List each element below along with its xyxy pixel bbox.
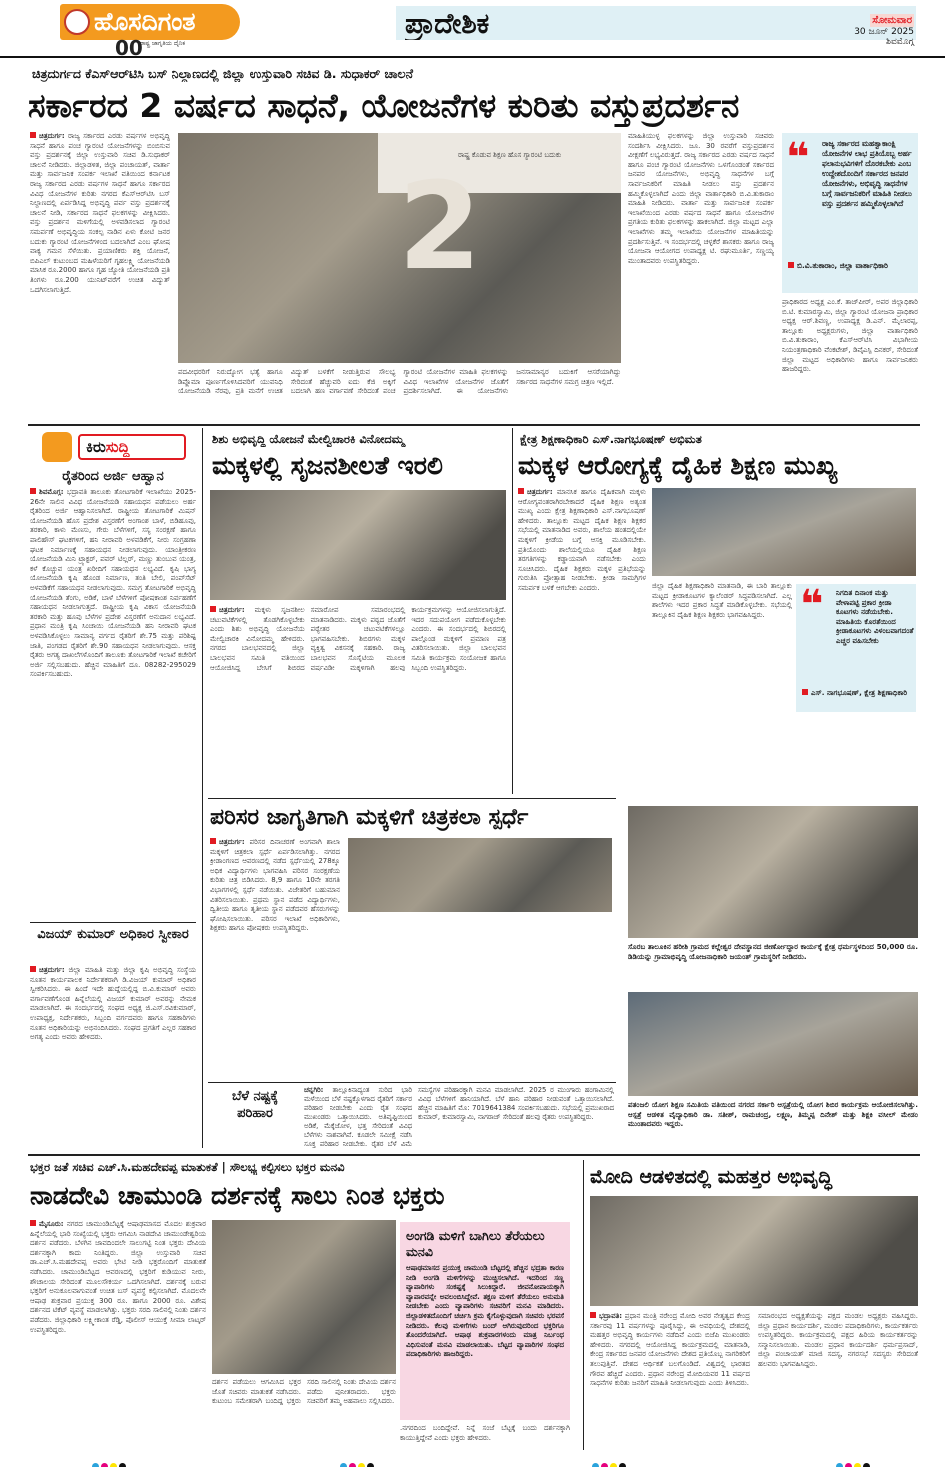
section-title: ಪ್ರಾದೇಶಿಕ: [405, 8, 490, 40]
story3-quote-by-text: ಎಸ್. ನಾಗಭೂಷಣ್, ಕ್ಷೇತ್ರ ಶಿಕ್ಷಣಾಧಿಕಾರಿ: [811, 688, 908, 697]
story7-headline: ಮೋದಿ ಆಡಳಿತದಲ್ಲಿ ಮಹತ್ತರ ಅಭಿವೃದ್ಧಿ: [590, 1166, 833, 1188]
story6-photo: [212, 1220, 396, 1374]
dateline-box: [796, 8, 914, 54]
story6-photo-caption: ದರ್ಶನ ಪಡೆಯಲು ಆಗಮಿಸಿದ ಭಕ್ತರ ಜೊತೆ ಸಚಿವರು ಮಾತುಕತೆ ನಡೆಸಿದರು. ಕುಟುಂಬ ಸಮೇತರಾಗಿ ಬಂದಿದ್ದ ಭಕ್ತರು ಸರದಿ ಸಾಲಿನಲ್ಲಿ ನಿಂತು ದೇವಿಯ ದರ್ಶನ ಪಡೆದು ಪುನೀತರಾದರು. ಭಕ್ತರು ಸಚಿವರಿಗೆ ತಮ್ಮ ಅಹವಾಲು ಸಲ್ಲಿಸಿದರು.: [212, 1378, 396, 1406]
register-dot: [358, 1463, 365, 1467]
register-dot: [349, 1463, 356, 1467]
story4-body: [210, 838, 340, 1076]
logo-text: ಹೊಸದಿಗಂತ: [94, 7, 196, 36]
kiru-item1-text: ಭದ್ರಾವತಿ ತಾಲೂಕು ತೋಟಗಾರಿಕೆ ಇಲಾಖೆಯು 2025-26ನೇ ಸಾಲಿನ ವಿವಿಧ ಯೋಜನೆಯಡಿ ಸಹಾಯಧನ ಪಡೆಯಲು ಅರ್ಹ ರೈತರಿಂದ ಅರ್ಜಿ ಆಹ್ವಾನಿಸಲಾಗಿದೆ. ರಾಷ್ಟ್ರೀಯ ತೋಟಗಾರಿಕೆ ಮಿಷನ್ ಯೋಜನೆಯಡಿ ಹೊಸ ಪ್ರದೇಶ ವಿಸ್ತರಣೆಗೆ ಅಂಗಾಂಶ ಬಾಳೆ, ಬಿಡಿಹೂವು, ತರಕಾರಿ, ಕಾಳು ಮೆಣಸು, ಗೇರು ಬೆಳೆಗಳಿಗೆ, ಸಸ್ಯ ಸಂರಕ್ಷಣೆ ಹಾಗೂ ಪಾಲಿಹೌಸ್ ಘಟಕಗಳಿಗೆ, ಹನಿ ನೀರಾವರಿ ಅಳವಡಿಕೆಗೆ, ನೀರು ಸಂಗ್ರಹಣಾ ಘಟಕ ನಿರ್ಮಾಣಕ್ಕೆ ಸಹಾಯಧನ ನೀಡಲಾಗುವುದು. ಯಾಂತ್ರೀಕರಣ ಯೋಜನೆಯಡಿ ಮಿನಿ ಟ್ರ್ಯಾಕ್ಟರ್, ಪವರ್ ಟಿಲ್ಲರ್, ಮಣ್ಣು ತುಂಬುವ ಯಂತ್ರ, ಕಳೆ ಕೊಚ್ಚುವ ಯಂತ್ರ ಖರೀದಿಗೆ ಸಹಾಯಧನ ಲಭ್ಯವಿದೆ. ಕೃಷಿ ಭಾಗ್ಯ ಯೋಜನೆಯಡಿ ಕೃಷಿ ಹೊಂಡ ನಿರ್ಮಾಣ, ತಂತಿ ಬೇಲಿ, ಪಂಪ್‌ಸೆಟ್ ಅಳವಡಿಕೆಗೆ ಸಹಾಯಧನ ನೀಡಲಾಗುವುದು. ಸಮಗ್ರ ತೋಟಗಾರಿಕೆ ಅಭಿವೃದ್ಧಿ ಯೋಜನೆಯಡಿ ತೆಂಗು, ಅಡಿಕೆ, ಬಾಳೆ ಬೆಳೆಗಳಿಗೆ ಪೋಷಕಾಂಶ ನಿರ್ವಹಣೆಗೆ ಸಹಾಯಧನ ನೀಡಲಾಗುತ್ತದೆ. ರಾಷ್ಟ್ರೀಯ ಕೃಷಿ ವಿಕಾಸ ಯೋಜನೆಯಡಿ ತರಕಾರಿ ಮತ್ತು ಹೂವು ಬೆಳೆಗಳ ಪ್ರದೇಶ ವಿಸ್ತರಣೆಗೆ ಅನುದಾನ ಲಭ್ಯವಿದೆ. ಪ್ರಧಾನ ಮಂತ್ರಿ ಕೃಷಿ ಸಿಂಚಾಯಿ ಯೋಜನೆಯಡಿ ಹನಿ ನೀರಾವರಿ ಘಟಕ ಅಳವಡಿಸಿಕೊಳ್ಳಲು ಸಾಮಾನ್ಯ ವರ್ಗದ ರೈತರಿಗೆ ಶೇ.75 ಮತ್ತು ಪರಿಶಿಷ್ಟ ಜಾತಿ, ಪಂಗಡದ ರೈತರಿಗೆ ಶೇ.90 ಸಹಾಯಧನ ನೀಡಲಾಗುವುದು. ಆಸಕ್ತ ರೈತರು ಅಗತ್ಯ ದಾಖಲೆಗಳೊಂದಿಗೆ ತಾಲೂಕು ತೋಟಗಾರಿಕೆ ಇಲಾಖೆ ಕಚೇರಿಗೆ ಅರ್ಜಿ ಸಲ್ಲಿಸಬಹುದು. ಹೆಚ್ಚಿನ ಮಾಹಿತಿಗೆ ದೂ. 08282-295029 ಸಂಪರ್ಕಿಸಬಹುದು.: [30, 488, 196, 679]
logo-tagline: ರಾಷ್ಟ್ರ ಜಾಗೃತಿಯ ದೈನಿಕ: [140, 40, 186, 47]
yoga-photo: [628, 992, 918, 1096]
lead-headline: ಸರ್ಕಾರದ 2 ವರ್ಷದ ಸಾಧನೆ, ಯೋಜನೆಗಳ ಕುರಿತು ವಸ್ತುಪ್ರದರ್ಶನ: [28, 86, 740, 125]
lead-col5: ಪ್ರಾಧಿಕಾರದ ಅಧ್ಯಕ್ಷ ಎಂ.ಕೆ. ತಾಜ್‌ಪೀರ್, ಅಪರ ಜಿಲ್ಲಾಧಿಕಾರಿ ಬಿ.ಟಿ. ಕುಮಾರಸ್ವಾಮಿ, ಜಿಲ್ಲಾ ಗ್ಯಾರಂಟಿ ಯೋಜನಾ ಪ್ರಾಧಿಕಾರ ಅಧ್ಯಕ್ಷ ಆರ್.ಶಿವಣ್ಣ, ಉಪಾಧ್ಯಕ್ಷ ಡಿ.ಎನ್. ಮೈಲಾರಪ್ಪ, ತಾಲ್ಲೂಕು ಅಧ್ಯಕ್ಷರುಗಳು, ಜಿಲ್ಲಾ ವಾರ್ತಾಧಿಕಾರಿ ಬಿ.ವಿ.ತುಕಾರಾಂ, ಕೆಎಸ್‌ಆರ್‌ಟಿಸಿ ವಿಭಾಗೀಯ ನಿಯಂತ್ರಣಾಧಿಕಾರಿ ವೆಂಕಟೇಶ್, ಡಿವೈಎಸ್ಪಿ ದಿನಕರ್, ಸೇರಿದಂತೆ ಜಿಲ್ಲಾ ಮಟ್ಟದ ಅಧಿಕಾರಿಗಳು ಹಾಗೂ ಸಾರ್ವಜನಿಕರು ಹಾಜರಿದ್ದರು.: [782, 298, 918, 374]
register-marks-left: [92, 1455, 128, 1467]
quote-icon: ❝: [786, 135, 810, 181]
date-label: 30 ಜೂನ್ 2025: [854, 27, 914, 37]
bullet-icon: [30, 132, 36, 138]
story6-box-title: ಅಂಗಡಿ ಮಳಿಗೆ ಬಾಗಿಲು ತೆರೆಯಲು ಮನವಿ: [406, 1228, 545, 1259]
story3-kicker: ಕ್ಷೇತ್ರ ಶಿಕ್ಷಣಾಧಿಕಾರಿ ಎಸ್.ನಾಗಭೂಷಣ್ ಅಭಿಮತ: [520, 432, 702, 446]
story2-photo: [210, 490, 506, 600]
story2-body: [210, 606, 506, 792]
register-dot: [592, 1463, 599, 1467]
story4-dateline: ಚಿತ್ರದುರ್ಗ:: [219, 838, 245, 846]
kirusuddi-label-suffix: ಸುದ್ದಿ: [105, 438, 130, 456]
lead-quote-by: [788, 261, 914, 271]
story6-body: [30, 1220, 206, 1448]
story7-dateline: ಭದ್ರಾವತಿ:: [599, 1312, 623, 1320]
lead-quote-by-text: ಬಿ.ವಿ.ತುಕಾರಾಂ, ಜಿಲ್ಲಾ ವಾರ್ತಾಧಿಕಾರಿ: [797, 261, 888, 270]
register-dot: [367, 1463, 374, 1467]
story4-body2: [348, 916, 612, 1076]
story3-quote: ನಿಗದಿತ ದಿನಾಂಕ ಮತ್ತು ವೇಳಾಪಟ್ಟಿ ಪ್ರಕಾರ ಕ್ರೀಡಾ ಕೂಟಗಳು ನಡೆಯಬೇಕು. ಮಾಹಿತಿಯ ಕೊರತೆಯಿಂದ ಕ್ರೀಡಾಕೂಟಗಳು ವಿಳಂಬವಾಗದಂತೆ ಎಚ್ಚರ ವಹಿಸಬೇಕು: [836, 588, 914, 645]
register-dot: [863, 1463, 870, 1467]
divider: [202, 428, 203, 1148]
lead-col4: ಮಾಹಿತಿಯುಳ್ಳ ಫಲಕಗಳನ್ನು ಜಿಲ್ಲಾ ಉಸ್ತುವಾರಿ ಸಚಿವರು ಸಂದರ್ಶಿಸಿ ವೀಕ್ಷಿಸಿದರು. ಜೂ. 30 ರವರೆಗೆ ವಸ್ತುಪ್ರದರ್ಶನ ವೀಕ್ಷಣೆಗೆ ಲಭ್ಯವಿರುತ್ತದೆ. ರಾಜ್ಯ ಸರ್ಕಾರದ ಎರಡು ವರ್ಷದ ಸಾಧನೆ ಹಾಗೂ ಪಂಚ ಗ್ಯಾರಂಟಿ ಯೋಜನೆಗಳು ಒಳಗೊಂಡಂತೆ ಸರ್ಕಾರದ ಜನಪರ ಯೋಜನೆಗಳು, ಅಭಿವೃದ್ಧಿ ಸಾಧನೆಗಳ ಬಗ್ಗೆ ಸಾರ್ವಜನಿಕರಿಗೆ ಮಾಹಿತಿ ನೀಡಲು ವಸ್ತು ಪ್ರದರ್ಶನ ಹಮ್ಮಿಕೊಳ್ಳಲಾಗಿದೆ ಎಂದು ಜಿಲ್ಲಾ ವಾರ್ತಾಧಿಕಾರಿ ಬಿ.ವಿ.ತುಕಾರಾಂ ಮಾಹಿತಿ ನೀಡಿದರು. ವಾರ್ತಾ ಮತ್ತು ಸಾರ್ವಜನಿಕ ಸಂಪರ್ಕ ಇಲಾಖೆಯಿಂದ ಎರಡು ವರ್ಷದ ಸಾಧನೆ ಹಾಗೂ ಯೋಜನೆಗಳ ಪ್ರಗತಿಯ ಕುರಿತು ಫಲಕಗಳನ್ನು ಹಾಕಲಾಗಿದೆ. ಜಿಲ್ಲಾ ಮಟ್ಟದ ಎಲ್ಲಾ ಇಲಾಖೆಗಳು ತಮ್ಮ ಇಲಾಖೆಯ ಯೋಜನೆಗಳ ಮಾಹಿತಿಯನ್ನು ಪ್ರದರ್ಶಿಸುತ್ತಿವೆ. ಇ ಸಂದರ್ಭದಲ್ಲಿ ಚಳ್ಳಕೆರೆ ಶಾಸಕರು ಹಾಗೂ ರಾಜ್ಯ ಯೋಜನಾ ಆಯೋಗದ ಉಪಾಧ್ಯಕ್ಷ ಟಿ. ರಘುಮೂರ್ತಿ, ಸಣ್ಣಯ್ಯ ಮುಂತಾದವರು ಉಪಸ್ಥಿತರಿದ್ದರು.: [628, 132, 774, 265]
bullet-icon: [30, 966, 36, 972]
register-marks-right: [592, 1455, 628, 1467]
story7-photo: [590, 1196, 918, 1306]
story5-headline-line2: ಪರಿಹಾರ: [237, 1106, 273, 1121]
bullet-icon: [788, 262, 794, 268]
lead-quote-box: [782, 133, 918, 293]
masthead: [0, 0, 945, 58]
story5-headline-line1: ಬೆಳೆ ನಷ್ಟಕ್ಕೆ: [231, 1089, 279, 1104]
register-dot: [854, 1463, 861, 1467]
story6-headline: ನಾಡದೇವಿ ಚಾಮುಂಡಿ ದರ್ಶನಕ್ಕೆ ಸಾಲು ನಿಂತ ಭಕ್ತರು: [30, 1181, 445, 1210]
yoga-caption: ಪತಂಜಲಿ ಯೋಗ ಶಿಕ್ಷಣ ಸಮಿತಿಯ ವತಿಯಿಂದ ನಗರದ ಸರ್ಕಾರಿ ಆಸ್ಪತ್ರೆಯಲ್ಲಿ ಯೋಗ ಶಿಬಿರ ಕಾರ್ಯಕ್ರಮ ಆಯೋಜಿಸಲಾಗಿತ್ತು. ಆಸ್ಪತ್ರೆ ಆಡಳಿತ ವೈದ್ಯಾಧಿಕಾರಿ ಡಾ. ಸತೀಶ್, ರಾಮಚಂದ್ರ, ಲಕ್ಷ್ಮಣ, ತಿಮ್ಮಪ್ಪ ದಿನೇಶ್ ಮತ್ತು ಶಿಕ್ಷಕಿ ವಸೀಲ್ ಮೇಡಂ ಮುಂತಾದವರು ಇದ್ದರು.: [628, 1100, 918, 1128]
story3-photo: [652, 488, 916, 576]
bullet-icon: [210, 838, 216, 844]
story4-photo: [348, 838, 612, 912]
lead-quote: ರಾಜ್ಯ ಸರ್ಕಾರದ ಮಹತ್ವಾಕಾಂಕ್ಷಿ ಯೋಜನೆಗಳ ಲಾಭ ಪ್ರತಿಯೊಬ್ಬ ಅರ್ಹ ಫಲಾನುಭವಿಗಳಿಗೆ ದೊರಕಬೇಕು ಎಂಬ ಉದ್ದೇಶದೊಂದಿಗೆ ಸರ್ಕಾರದ ಜನಪರ ಯೋಜನೆಗಳು, ಅಭಿವೃದ್ಧಿ ಸಾಧನೆಗಳ ಬಗ್ಗೆ ಸಾರ್ವಜನಿಕರಿಗೆ ಮಾಹಿತಿ ನೀಡಲು ವಸ್ತು ಪ್ರದರ್ಶನ ಹಮ್ಮಿಕೊಳ್ಳಲಾಗಿದೆ: [822, 139, 912, 208]
page-number: 00: [115, 36, 143, 60]
kiru-item1-dateline: ಶಿವಮೊಗ್ಗ:: [39, 488, 64, 496]
register-dot: [101, 1463, 108, 1467]
story3-body2: ಜಿಲ್ಲಾ ದೈಹಿಕ ಶಿಕ್ಷಣಾಧಿಕಾರಿ ಮಾತನಾಡಿ, ಈ ಬಾರಿ ತಾಲ್ಲೂಕು ಮಟ್ಟದ ಕ್ರೀಡಾಕೂಟಗಳ ಕ್ಯಾಲೆಂಡರ್ ಸಿದ್ಧಪಡಿಸಲಾಗಿದೆ. ಎಲ್ಲ ಶಾಲೆಗಳು ಇದರ ಪ್ರಕಾರ ಸಿದ್ಧತೆ ಮಾಡಿಕೊಳ್ಳಬೇಕು. ಸಭೆಯಲ್ಲಿ ತಾಲ್ಲೂಕಿನ ದೈಹಿಕ ಶಿಕ್ಷಣ ಶಿಕ್ಷಕರು ಭಾಗವಹಿಸಿದ್ದರು.: [652, 582, 792, 619]
story7-text: ಪ್ರಧಾನ ಮಂತ್ರಿ ನರೇಂದ್ರ ಮೋದಿ ಅವರ ನೇತೃತ್ವದ ಕೇಂದ್ರ ಸರ್ಕಾರವು 11 ವರ್ಷಗಳನ್ನು ಪೂರೈಸಿದ್ದು, ಈ ಅವಧಿಯಲ್ಲಿ ದೇಶದಲ್ಲಿ ಮಹತ್ತರ ಅಭಿವೃದ್ಧಿ ಕಾರ್ಯಗಳು ನಡೆದಿವೆ ಎಂದು ಬಿಜೆಪಿ ಮುಖಂಡರು ಹೇಳಿದರು. ನಗರದಲ್ಲಿ ಆಯೋಜಿಸಿದ್ದ ಕಾರ್ಯಕ್ರಮದಲ್ಲಿ ಮಾತನಾಡಿ, ಕೇಂದ್ರ ಸರ್ಕಾರದ ಜನಪರ ಯೋಜನೆಗಳು ದೇಶದ ಪ್ರತಿಯೊಬ್ಬ ನಾಗರಿಕರಿಗೆ ತಲುಪುತ್ತಿವೆ. ದೇಶದ ಆರ್ಥಿಕತೆ ಬಲಗೊಂಡಿದೆ. ವಿಶ್ವದಲ್ಲಿ ಭಾರತದ ಗೌರವ ಹೆಚ್ಚಿದೆ ಎಂದರು. ಪ್ರಧಾನ ನರೇಂದ್ರ ಮೋದಿಯವರ 11 ವರ್ಷದ ಸಾಧನೆಗಳ ಕುರಿತು ಜನರಿಗೆ ಮಾಹಿತಿ ನೀಡಲಾಗುವುದು ಎಂದು ತಿಳಿಸಿದರು.: [590, 1312, 750, 1388]
story6-box: [400, 1222, 570, 1420]
bullet-icon: [210, 606, 216, 612]
story3-dateline: ಚಿತ್ರದುರ್ಗ:: [527, 488, 553, 496]
kiru-item1-title: ರೈತರಿಂದ ಅರ್ಜಿ ಆಹ್ವಾನ: [62, 469, 164, 484]
story6-box-body: ಆಷಾಢಮಾಸದ ಪ್ರಯುಕ್ತ ಚಾಮುಂಡಿ ಬೆಟ್ಟದಲ್ಲಿ ಹೆಚ್ಚಿನ ಭದ್ರತಾ ಕಾರಣ ನೀಡಿ ಅಂಗಡಿ ಮಳಿಗೆಗಳನ್ನು ಮುಚ್ಚಿಸಲಾಗಿದೆ. ಇದರಿಂದ ಸಣ್ಣ ವ್ಯಾಪಾರಿಗಳು ಸಂಕಷ್ಟಕ್ಕೆ ಸಿಲುಕಿದ್ದಾರೆ. ಜೀವನೋಪಾಯಕ್ಕಾಗಿ ವ್ಯಾಪಾರವನ್ನೇ ಅವಲಂಬಿಸಿದ್ದೇವೆ. ತಕ್ಷಣ ಮಳಿಗೆ ತೆರೆಯಲು ಅನುಮತಿ ನೀಡಬೇಕು ಎಂದು ವ್ಯಾಪಾರಿಗಳು ಸಚಿವರಿಗೆ ಮನವಿ ಮಾಡಿದರು. ಜಿಲ್ಲಾಡಳಿತದೊಂದಿಗೆ ಚರ್ಚಿಸಿ ಕ್ರಮ ಕೈಗೊಳ್ಳುವುದಾಗಿ ಸಚಿವರು ಭರವಸೆ ನೀಡಿದರು. ಕೆಲವು ಮಳಿಗೆಗಳು ಬಂದ್ ಆಗಿರುವುದರಿಂದ ಭಕ್ತರಿಗೂ ತೊಂದರೆಯಾಗಿದೆ. ಆಷಾಢ ಶುಕ್ರವಾರಗಳಂದು ಮಾತ್ರ ನಿರ್ಬಂಧ ವಿಧಿಸುವಂತೆ ಮನವಿ ಮಾಡಲಾಯಿತು. ಬೆಟ್ಟದ ವ್ಯಾಪಾರಿಗಳ ಸಂಘದ ಪದಾಧಿಕಾರಿಗಳು ಹಾಜರಿದ್ದರು.: [406, 1264, 564, 1359]
story5-body2: ಸಮಸ್ಯೆಗಳ ಪರಿಹಾರಕ್ಕಾಗಿ ಮನವಿ ಮಾಡಲಾಗಿದೆ. 2025 ರ ಮುಂಗಾರು ಹಂಗಾಮಿನಲ್ಲಿ ವಿವಿಧ ಬೆಳೆಗಳಿಗೆ ಹಾನಿಯಾಗಿದೆ. ಬೆಳೆ ಹಾನಿ ಪರಿಹಾರ ನೀಡುವಂತೆ ಒತ್ತಾಯಿಸಲಾಗಿದೆ. ಹೆಚ್ಚಿನ ಮಾಹಿತಿಗೆ ಮೊ: 7019641384 ಸಂಪರ್ಕಿಸಬಹುದು. ಸಭೆಯಲ್ಲಿ ಪ್ರಮುಖರಾದ ಕುಮಾರ್, ಕುಮಾರಸ್ವಾಮಿ, ನಾಗರಾಜ್ ಸೇರಿದಂತೆ ಹಲವು ರೈತರು ಉಪಸ್ಥಿತರಿದ್ದರು.: [418, 1086, 614, 1121]
divider: [208, 1082, 616, 1083]
register-dot: [601, 1463, 608, 1467]
story3-quote-by: [802, 688, 912, 698]
story3-body: [518, 488, 646, 794]
register-marks-far-right: [836, 1455, 872, 1467]
lead-photo-caption: ರಾಷ್ಟ್ರ ಕೊಡುವ ಶಿಕ್ಷಣ ಹೊಸ ಗ್ಯಾರಂಟಿ ಬದುಕು: [458, 151, 562, 159]
lead-photo-digit: 2: [398, 158, 482, 297]
lead-col1: [30, 132, 170, 418]
register-dot: [836, 1463, 843, 1467]
register-dot: [110, 1463, 117, 1467]
kirusuddi-label-prefix: ಕಿರು: [86, 438, 106, 456]
story4-headline: ಪರಿಸರ ಜಾಗೃತಿಗಾಗಿ ಮಕ್ಕಳಿಗೆ ಚಿತ್ರಕಲಾ ಸ್ಪರ್ಧೆ: [210, 805, 529, 830]
register-dot: [340, 1463, 347, 1467]
story7-body: [590, 1312, 750, 1448]
lead-below-photo: ಪದವೀಧರರಿಗೆ ನಿರುದ್ಯೋಗ ಭತ್ಯೆ ಹಾಗೂ ಡಿಪ್ಲೊಮಾ ಪೂರ್ಣಗೊಳಿಸಿದವರಿಗೆ ಯುವನಿಧಿ ಯೋಜನೆಯಡಿ ನೆರವು, ಪ್ರತಿ ಮನೆಗೆ ಉಚಿತ ವಿದ್ಯುತ್ ಬಳಕೆಗೆ ನೀಡುತ್ತಿರುವ ಸೌಲಭ್ಯ ಸೇರಿದಂತೆ ಹೆಚ್ಚುವರಿ ಐದು ಕೆಜಿ ಅಕ್ಕಿಗೆ ಬದಲಾಗಿ ಹಣ ವರ್ಗಾವಣೆ ಸೇರಿದಂತೆ ಪಂಚ ಗ್ಯಾರಂಟಿ ಯೋಜನೆಗಳ ಮಾಹಿತಿ ಫಲಕಗಳನ್ನು ವಿವಿಧ ಇಲಾಖೆಗಳ ಯೋಜನೆಗಳ ಜೊತೆಗೆ ಪ್ರದರ್ಶಿಸಲಾಗಿದೆ. ಈ ಯೋಜನೆಗಳು ಜನಸಾಮಾನ್ಯರ ಬದುಕಿಗೆ ಆಸರೆಯಾಗಿದ್ದು ಸರ್ಕಾರದ ಸಾಧನೆಗಳ ಸಮಗ್ರ ಚಿತ್ರಣ ಇಲ್ಲಿದೆ.: [178, 368, 621, 396]
story6-kicker: ಭಕ್ತರ ಜತೆ ಸಚಿವ ಎಚ್.ಸಿ.ಮಹದೇವಪ್ಪ ಮಾತುಕತೆ | ಸೌಲಭ್ಯ ಕಲ್ಪಿಸಲು ಭಕ್ತರ ಮನವಿ: [30, 1160, 345, 1174]
kiru-item2-text: ಜಿಲ್ಲಾ ಮಾಹಿತಿ ಮತ್ತು ಜಿಲ್ಲಾ ಕೃಷಿ ಅಭಿವೃದ್ಧಿ ಸಂಸ್ಥೆಯ ನೂತನ ಕಾರ್ಯಪಾಲಕ ನಿರ್ದೇಶಕರಾಗಿ ಡಿ.ವಿಜಯ್ ಕುಮಾರ್ ಅಧಿಕಾರ ಸ್ವೀಕರಿಸಿದರು. ಈ ಹಿಂದೆ ಇದೇ ಹುದ್ದೆಯಲ್ಲಿದ್ದ ಬಿ.ವಿ.ಕುಮಾರ್ ಅವರು ವರ್ಗಾವಣೆಗೊಂಡ ಹಿನ್ನೆಲೆಯಲ್ಲಿ ವಿಜಯ್ ಕುಮಾರ್ ಅವರನ್ನು ನೇಮಕ ಮಾಡಲಾಗಿದೆ. ಈ ಸಂದರ್ಭದಲ್ಲಿ ಸಂಘದ ಅಧ್ಯಕ್ಷ ಜಿ.ಎಸ್.ರವಿಕುಮಾರ್, ಉಪಾಧ್ಯಕ್ಷ, ನಿರ್ದೇಶಕರು, ಸಿಬ್ಬಂದಿ ವರ್ಗದವರು ಹಾಗೂ ಸಹಕಾರಿಗಳು ನೂತನ ಅಧಿಕಾರಿಯನ್ನು ಅಭಿನಂದಿಸಿದರು. ಸಂಘದ ಪ್ರಗತಿಗೆ ಎಲ್ಲರ ಸಹಕಾರ ಅಗತ್ಯ ಎಂದು ಅವರು ಹೇಳಿದರು.: [30, 966, 196, 1042]
story6-text: ನಗರದ ಚಾಮುಂಡಿಬೆಟ್ಟಕ್ಕೆ ಆಷಾಢಮಾಸದ ಮೊದಲ ಶುಕ್ರವಾರ ಹಿನ್ನೆಲೆಯಲ್ಲಿ ಭಾರಿ ಸಂಖ್ಯೆಯಲ್ಲಿ ಭಕ್ತರು ಆಗಮಿಸಿ ನಾಡದೇವಿ ಚಾಮುಂಡೇಶ್ವರಿಯ ದರ್ಶನ ಪಡೆದರು. ಬೆಳಗಿನ ಜಾವದಿಂದಲೇ ಸಾಲುಗಟ್ಟಿ ನಿಂತ ಭಕ್ತರು ದೇವಿಯ ದರ್ಶನಕ್ಕಾಗಿ ಕಾದು ನಿಂತಿದ್ದರು. ಜಿಲ್ಲಾ ಉಸ್ತುವಾರಿ ಸಚಿವ ಡಾ.ಎಚ್.ಸಿ.ಮಹದೇವಪ್ಪ ಅವರು ಭೇಟಿ ನೀಡಿ ಭಕ್ತರೊಂದಿಗೆ ಮಾತುಕತೆ ನಡೆಸಿದರು. ಚಾಮುಂಡಿಬೆಟ್ಟದ ಆವರಣದಲ್ಲಿ ಭಕ್ತರಿಗೆ ಕುಡಿಯುವ ನೀರು, ಶೌಚಾಲಯ ಸೇರಿದಂತೆ ಮೂಲಸೌಕರ್ಯ ಒದಗಿಸಲಾಗಿದೆ. ದರ್ಶನಕ್ಕೆ ಬರುವ ಭಕ್ತರಿಗೆ ಅನುಕೂಲವಾಗುವಂತೆ ಉಚಿತ ಬಸ್ ವ್ಯವಸ್ಥೆ ಕಲ್ಪಿಸಲಾಗಿದೆ. ಮೊದಲನೇ ಆಷಾಢ ಶುಕ್ರವಾರ ಪ್ರಯುಕ್ತ 300 ರೂ. ಹಾಗೂ 2000 ರೂ. ವಿಶೇಷ ದರ್ಶನದ ಟಿಕೆಟ್ ವ್ಯವಸ್ಥೆ ಮಾಡಲಾಗಿತ್ತು. ಭಕ್ತರು ಸರದಿ ಸಾಲಿನಲ್ಲಿ ನಿಂತು ದರ್ಶನ ಪಡೆದರು. ಜಿಲ್ಲಾಧಿಕಾರಿ ಲಕ್ಷ್ಮೀಕಾಂತ ರೆಡ್ಡಿ, ಪೊಲೀಸ್ ಆಯುಕ್ತೆ ಸೀಮಾ ಲಾಟ್ಕರ್ ಉಪಸ್ಥಿತರಿದ್ದರು.: [30, 1220, 206, 1334]
bullet-icon: [590, 1312, 596, 1318]
story3-headline: ಮಕ್ಕಳ ಆರೋಗ್ಯಕ್ಕೆ ದೈಹಿಕ ಶಿಕ್ಷಣ ಮುಖ್ಯ: [518, 451, 838, 480]
lamp-icon: [64, 9, 90, 35]
kiru-item2-body: [30, 966, 196, 1144]
register-dot: [845, 1463, 852, 1467]
divider: [28, 1154, 920, 1156]
divider: [512, 428, 513, 794]
bullet-icon: [802, 689, 808, 695]
story2-headline: ಮಕ್ಕಳಲ್ಲಿ ಸೃಜನಶೀಲತೆ ಇರಲಿ: [212, 451, 443, 480]
masthead-logo: [60, 4, 240, 40]
grama-photo: [628, 806, 918, 938]
story7-body2: ಸಮಾರಂಭದ ಅಧ್ಯಕ್ಷತೆಯನ್ನು ಪಕ್ಷದ ಮಂಡಲ ಅಧ್ಯಕ್ಷರು ವಹಿಸಿದ್ದರು. ಜಿಲ್ಲಾ ಪ್ರಧಾನ ಕಾರ್ಯದರ್ಶಿ, ಮಂಡಲ ಪದಾಧಿಕಾರಿಗಳು, ಕಾರ್ಯಕರ್ತರು ಉಪಸ್ಥಿತರಿದ್ದರು. ಕಾರ್ಯಕ್ರಮದಲ್ಲಿ ಪಕ್ಷದ ಹಿರಿಯ ಕಾರ್ಯಕರ್ತರನ್ನು ಸನ್ಮಾನಿಸಲಾಯಿತು. ಮಂಡಲ ಪ್ರಧಾನ ಕಾರ್ಯದರ್ಶಿ ಧರ್ಮಪ್ರಸಾದ್, ಜಿಲ್ಲಾ ಪಂಚಾಯತ್ ಮಾಜಿ ಸದಸ್ಯ, ನಗರಸಭೆ ಸದಸ್ಯರು ಸೇರಿದಂತೆ ಹಲವರು ಭಾಗವಹಿಸಿದ್ದರು.: [758, 1312, 918, 1368]
register-dot: [119, 1463, 126, 1467]
story4-text: ಪರಿಸರ ದಿನಾಚರಣೆ ಅಂಗವಾಗಿ ಶಾಲಾ ಮಕ್ಕಳಿಗೆ ಚಿತ್ರಕಲಾ ಸ್ಪರ್ಧೆ ಏರ್ಪಡಿಸಲಾಗಿತ್ತು. ನಗರದ ಕ್ರೀಡಾಂಗಣದ ಆವರಣದಲ್ಲಿ ನಡೆದ ಸ್ಪರ್ಧೆಯಲ್ಲಿ 278ಕ್ಕೂ ಅಧಿಕ ವಿದ್ಯಾರ್ಥಿಗಳು ಭಾಗವಹಿಸಿ ಪರಿಸರ ಸಂರಕ್ಷಣೆಯ ಕುರಿತು ಚಿತ್ರ ಬಿಡಿಸಿದರು. 8,9 ಹಾಗೂ 10ನೇ ತರಗತಿ ವಿಭಾಗಗಳಲ್ಲಿ ಸ್ಪರ್ಧೆ ನಡೆಯಿತು. ವಿಜೇತರಿಗೆ ಬಹುಮಾನ ವಿತರಿಸಲಾಯಿತು. ಪ್ರಥಮ ಸ್ಥಾನ ಪಡೆದ ವಿದ್ಯಾರ್ಥಿಗಳು, ದ್ವಿತೀಯ ಹಾಗೂ ತೃತೀಯ ಸ್ಥಾನ ಪಡೆದವರ ಹೆಸರುಗಳನ್ನು ಘೋಷಿಸಲಾಯಿತು. ಪರಿಸರ ಇಲಾಖೆ ಅಧಿಕಾರಿಗಳು, ಶಿಕ್ಷಕರು ಹಾಗೂ ಪೋಷಕರು ಉಪಸ್ಥಿತರಿದ್ದರು.: [210, 838, 340, 933]
kiru-item1-body: [30, 488, 196, 918]
kirusuddi-header: [30, 430, 190, 464]
hand-icon: [42, 432, 72, 462]
story5-dateline: ಚನ್ನಗಿರಿ:: [304, 1086, 324, 1094]
story6-dateline: ಮೈಸೂರು:: [39, 1220, 64, 1228]
lead-photo: [178, 133, 621, 363]
quote-icon: ❝: [800, 582, 824, 628]
kiru-item2-dateline: ಚಿತ್ರದುರ್ಗ:: [39, 966, 65, 974]
register-dot: [92, 1463, 99, 1467]
story2-kicker: ಶಿಶು ಅಭಿವೃದ್ಧಿ ಯೋಜನೆ ಮೇಲ್ವಿಚಾರಕಿ ವಿನೋದಮ್ಮ: [212, 432, 405, 446]
story5-text: ತಾಲ್ಲೂಕಿನಾದ್ಯಂತ ಸುರಿದ ಭಾರಿ ಮಳೆಯಿಂದ ಬೆಳೆ ನಷ್ಟಕ್ಕೊಳಗಾದ ರೈತರಿಗೆ ಸರ್ಕಾರ ಪರಿಹಾರ ನೀಡಬೇಕು ಎಂದು ರೈತ ಸಂಘದ ಮುಖಂಡರು ಒತ್ತಾಯಿಸಿದರು. ಅತಿವೃಷ್ಟಿಯಿಂದ ಅಡಿಕೆ, ಮೆಕ್ಕೆಜೋಳ, ಭತ್ತ ಸೇರಿದಂತೆ ವಿವಿಧ ಬೆಳೆಗಳು ನಾಶವಾಗಿವೆ. ಕೂಡಲೇ ಸಮೀಕ್ಷೆ ನಡೆಸಿ ಸೂಕ್ತ ಪರಿಹಾರ ನೀಡಬೇಕು. ರೈತರ ಬೆಳೆ ವಿಮೆ: [304, 1086, 412, 1148]
day-label: ಸೋಮವಾರ: [872, 15, 912, 26]
lead-kicker: ಚಿತ್ರದುರ್ಗದ ಕೆಎಸ್‌ಆರ್‌ಟಿಸಿ ಬಸ್ ನಿಲ್ದಾಣದಲ್ಲಿ ಜಿಲ್ಲಾ ಉಸ್ತುವಾರಿ ಸಚಿವ ಡಿ. ಸುಧಾಕರ್ ಚಾಲನೆ: [32, 66, 414, 81]
kirusuddi-label: [86, 437, 130, 457]
register-dot: [610, 1463, 617, 1467]
bullet-icon: [518, 488, 524, 494]
story2-text: ಮಕ್ಕಳು ಸೃಜನಶೀಲ ಚಟುವಟಿಕೆಗಳಲ್ಲಿ ತೊಡಗಿಕೊಳ್ಳಬೇಕು ಎಂದು ಶಿಶು ಅಭಿವೃದ್ಧಿ ಯೋಜನೆಯ ಮೇಲ್ವಿಚಾರಕಿ ವಿನೋದಮ್ಮ ಹೇಳಿದರು. ನಗರದ ಬಾಲಭವನದಲ್ಲಿ ಜಿಲ್ಲಾ ಬಾಲಭವನ ಸಮಿತಿ ವತಿಯಿಂದ ಆಯೋಜಿಸಿದ್ದ ಬೇಸಿಗೆ ಶಿಬಿರದ ಸಮಾರೋಪ ಸಮಾರಂಭದಲ್ಲಿ ಮಾತನಾಡಿದರು. ಮಕ್ಕಳು ಪಠ್ಯದ ಜೊತೆಗೆ ಪಠ್ಯೇತರ ಚಟುವಟಿಕೆಗಳಲ್ಲೂ ಭಾಗವಹಿಸಬೇಕು. ಶಿಬಿರಗಳು ಮಕ್ಕಳ ವ್ಯಕ್ತಿತ್ವ ವಿಕಸನಕ್ಕೆ ಸಹಕಾರಿ. ರಾಜ್ಯ ಬಾಲಭವನ ಸೊಸೈಟಿಯ ಮೂಲಕ ವರ್ಷವಿಡೀ ಮಕ್ಕಳಿಗಾಗಿ ಹಲವು ಕಾರ್ಯಕ್ರಮಗಳನ್ನು ಆಯೋಜಿಸಲಾಗುತ್ತಿದೆ. ಇದರ ಸದುಪಯೋಗ ಪಡೆದುಕೊಳ್ಳಬೇಕು ಎಂದರು. ಈ ಸಂದರ್ಭದಲ್ಲಿ ಶಿಬಿರದಲ್ಲಿ ಪಾಲ್ಗೊಂಡ ಮಕ್ಕಳಿಗೆ ಪ್ರಮಾಣ ಪತ್ರ ವಿತರಿಸಲಾಯಿತು. ಜಿಲ್ಲಾ ಬಾಲಭವನ ಸಮಿತಿ ಕಾರ್ಯಕ್ರಮ ಸಂಯೋಜಕ ಹಾಗೂ ಸಿಬ್ಬಂದಿ ಉಪಸ್ಥಿತರಿದ್ದರು.: [210, 606, 506, 672]
bullet-icon: [30, 1220, 36, 1226]
kiru-item2-title: ವಿಜಯ್ ಕುಮಾರ್ ಅಧಿಕಾರ ಸ್ವೀಕಾರ: [37, 927, 189, 942]
story3-text: ಮಾನಸಿಕ ಹಾಗೂ ದೈಹಿಕವಾಗಿ ಮಕ್ಕಳು ಆರೋಗ್ಯವಂತರಾಗಿರಬೇಕಾದರೆ ದೈಹಿಕ ಶಿಕ್ಷಣ ಅತ್ಯಂತ ಮುಖ್ಯ ಎಂದು ಕ್ಷೇತ್ರ ಶಿಕ್ಷಣಾಧಿಕಾರಿ ಎಸ್.ನಾಗಭೂಷಣ್ ಹೇಳಿದರು. ತಾಲ್ಲೂಕು ಮಟ್ಟದ ದೈಹಿಕ ಶಿಕ್ಷಣ ಶಿಕ್ಷಕರ ಸಭೆಯಲ್ಲಿ ಮಾತನಾಡಿದ ಅವರು, ಶಾಲೆಯ ಹಂತದಲ್ಲಿಯೇ ಮಕ್ಕಳಿಗೆ ಕ್ರೀಡೆಯ ಬಗ್ಗೆ ಆಸಕ್ತಿ ಮೂಡಿಸಬೇಕು. ಪ್ರತಿಯೊಂದು ಶಾಲೆಯಲ್ಲಿಯೂ ದೈಹಿಕ ಶಿಕ್ಷಣ ತರಗತಿಗಳನ್ನು ಕಡ್ಡಾಯವಾಗಿ ನಡೆಸಬೇಕು ಎಂದು ಸೂಚಿಸಿದರು. ದೈಹಿಕ ಶಿಕ್ಷಕರು ಮಕ್ಕಳ ಪ್ರತಿಭೆಯನ್ನು ಗುರುತಿಸಿ ಪ್ರೋತ್ಸಾಹ ನೀಡಬೇಕು. ಕ್ರೀಡಾ ಸಾಮಗ್ರಿಗಳ ಸಮರ್ಪಕ ಬಳಕೆ ಆಗಬೇಕು ಎಂದರು.: [518, 488, 646, 592]
story3-quote-box: [796, 584, 916, 712]
divider: [208, 798, 616, 799]
register-marks-center: [340, 1455, 376, 1467]
bullet-icon: [30, 488, 36, 494]
divider: [30, 922, 196, 923]
lead-col1-text: ರಾಜ್ಯ ಸರ್ಕಾರದ ಎರಡು ವರ್ಷಗಳ ಅಭಿವೃದ್ಧಿ ಸಾಧನೆ ಹಾಗೂ ಪಂಚ ಗ್ಯಾರಂಟಿ ಯೋಜನೆಗಳನ್ನು ಬಿಂಬಿಸುವ ವಸ್ತು ಪ್ರದರ್ಶನಕ್ಕೆ ಜಿಲ್ಲಾ ಉಸ್ತುವಾರಿ ಸಚಿವ ಡಿ.ಸುಧಾಕರ್ ಚಾಲನೆ ನೀಡಿದರು. ಜಿಲ್ಲಾಡಳಿತ, ಜಿಲ್ಲಾ ಪಂಚಾಯತ್, ವಾರ್ತಾ ಮತ್ತು ಸಾರ್ವಜನಿಕ ಸಂಪರ್ಕ ಇಲಾಖೆ ವತಿಯಿಂದ ಕರ್ನಾಟಕ ರಾಜ್ಯ ಸರ್ಕಾರದ ಎರಡು ವರ್ಷಗಳ ಸಾಧನೆ ಹಾಗೂ ಸರ್ಕಾರದ ವಿವಿಧ ಯೋಜನೆಗಳ ಕುರಿತು ನಗರದ ಕೆಎಸ್‌ಆರ್‌ಟಿಸಿ ಬಸ್ ನಿಲ್ದಾಣದಲ್ಲಿ ಏರ್ಪಡಿಸಿದ್ದ ಅಭಿವೃದ್ಧಿ ಪರ್ವ ವಸ್ತು ಪ್ರದರ್ಶನಕ್ಕೆ ಚಾಲನೆ ನೀಡಿ, ಸರ್ಕಾರದ ಸಾಧನೆ ಫಲಕಗಳನ್ನು ವೀಕ್ಷಿಸಿದರು. ವಸ್ತು ಪ್ರದರ್ಶನ ಮಳಿಗೆಯಲ್ಲಿ ಅಳವಡಿಸಲಾದ ಗ್ಯಾರಂಟಿ ಸಮರ್ಪಣೆ ಅಭಿವೃದ್ಧಿಯ ಸಂಕಲ್ಪ ನಾಡಿನ ಏಳು ಕೋಟಿ ಜನರ ಬದುಕು ಗ್ಯಾರಂಟಿ ಯೋಜನೆಗಳಿಂದ ಬದಲಾಗಿದೆ ಎಂಬ ಘೋಷ ವಾಕ್ಯ ಗಮನ ಸೆಳೆಯಿತು. ಪ್ರಯಾಣಿಕರು ಶಕ್ತಿ ಯೋಜನೆ, ಬಿಪಿಎಲ್ ಕುಟುಂಬದ ಮಹಿಳೆಯರಿಗೆ ಗೃಹಲಕ್ಷ್ಮಿ ಯೋಜನೆಯಡಿ ಮಾಸಿಕ ರೂ.2000 ಹಾಗೂ ಗೃಹ ಜ್ಯೋತಿ ಯೋಜನೆಯಡಿ ಪ್ರತಿ ತಿಂಗಳು ರೂ.200 ಯುನಿಟ್‌ವರೆಗೆ ಉಚಿತ ವಿದ್ಯುತ್ ಒದಗಿಸಲಾಗುತ್ತಿದೆ.: [30, 132, 170, 294]
story6-tail: .ನಗರದಿಂದ ಬಂದಿದ್ದೇವೆ. ನಿನ್ನೆ ಸಂಜೆ ಬೆಟ್ಟಕ್ಕೆ ಬಂದು ದರ್ಶನಕ್ಕಾಗಿ ಕಾಯುತ್ತಿದ್ದೇವೆ ಎಂದು ಭಕ್ತರು ಹೇಳಿದರು.: [400, 1424, 570, 1442]
edition-label: ಶಿವಮೊಗ್ಗ: [886, 37, 914, 47]
register-dot: [619, 1463, 626, 1467]
divider: [583, 1160, 584, 1450]
story5-headline: [210, 1088, 300, 1122]
story5-body: [304, 1086, 412, 1148]
divider: [28, 424, 920, 426]
grama-caption: ಸೊರಬ ತಾಲೂಕಿನ ಹರೀಶಿ ಗ್ರಾಮದ ಕಲ್ಲೇಶ್ವರ ದೇವಸ್ಥಾನದ ಜೀರ್ಣೋದ್ಧಾರ ಕಾರ್ಯಕ್ಕೆ ಕ್ಷೇತ್ರ ಧರ್ಮಸ್ಥಳದಿಂದ 50,000 ರೂ. ಡಿಡಿಯನ್ನು ಗ್ರಾಮಾಭಿವೃದ್ಧಿ ಯೋಜನಾಧಿಕಾರಿ ಜಯಂತ್ ಗ್ರಾಮಸ್ಥರಿಗೆ ನೀಡಿದರು.: [628, 942, 918, 961]
story2-dateline: ಚಿತ್ರದುರ್ಗ:: [219, 606, 245, 614]
story3-tail: [796, 716, 916, 794]
lead-dateline: ಚಿತ್ರದುರ್ಗ:: [39, 132, 65, 140]
